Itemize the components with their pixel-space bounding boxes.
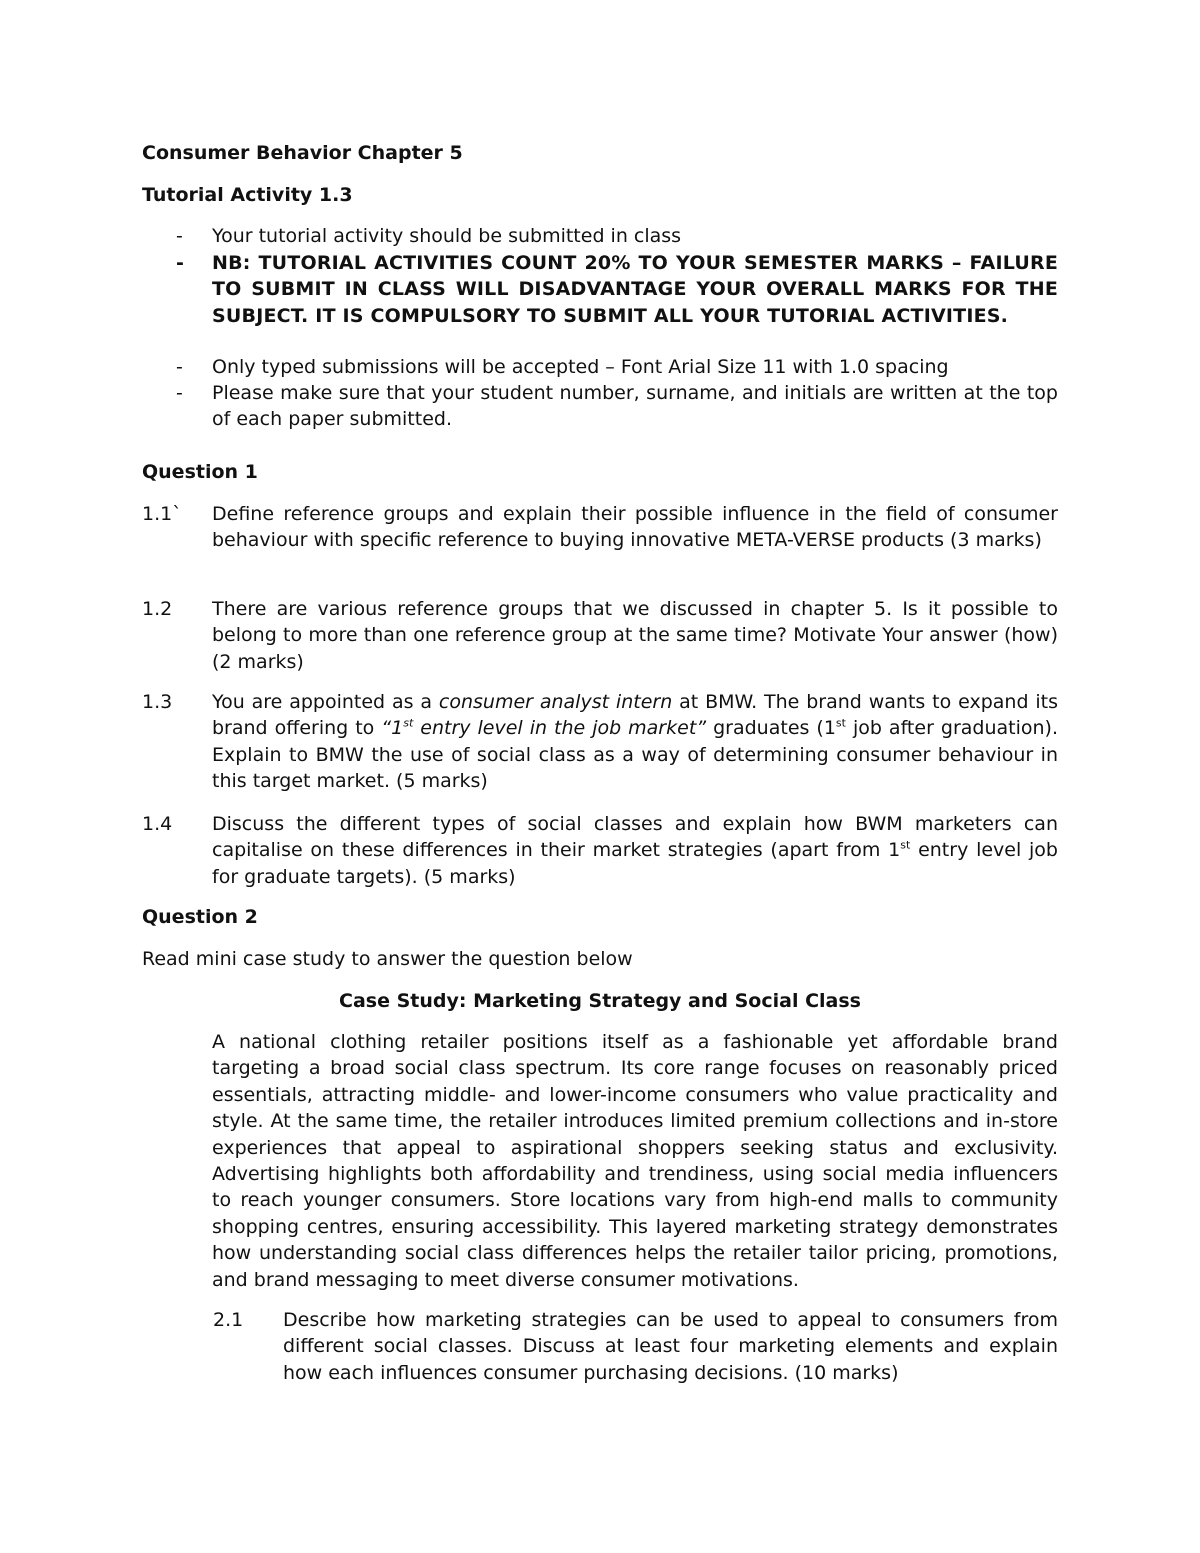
question-text: Describe how marketing strategies can be used to appeal to consumers from different social classes. Discuss at least four marketing elements and explain how each influences consumer purchasing decisions. (10 marks) [283,1309,1058,1384]
question-text: Discuss the different types of social classes and explain how BWM marketers can capitalise on these differences in their market strategies (apart from 1st entry level job for graduate targets). (5 marks) [212,813,1058,888]
case-study-body: A national clothing retailer positions itself as a fashionable yet affordable brand targeting a broad social class spectrum. Its core range focuses on reasonably priced essentials, attracting middle- and lower-income consumers who value practicality and style. At the same time, the retailer introduces limited premium collections and in-store experiences that appeal to aspirational shoppers seeking status and exclusivity. Advertising highlights both affordability and trendiness, using social media influencers to reach younger consumers. Store locations vary from high-end malls to community shopping centres, ensuring accessibility. This layered marketing strategy demonstrates how understanding social class differences helps the retailer tailor pricing, promotions, and brand messaging to meet diverse consumer motivations. [212,1031,1058,1291]
bullet-marker: - [176,382,183,404]
case-intro: Read mini case study to answer the question below [142,948,633,970]
question-number: 1.1` [142,503,182,525]
question-text: You are appointed as a consumer analyst intern at BMW. The brand wants to expand its brand offering to “1st entry level in the job market” graduates (1st job after graduation). Explain to BMW the use of social class as a way of determining consumer behaviour in this target market. (5 marks) [212,691,1059,793]
bullet-marker: - [176,252,184,274]
document-subtitle: Tutorial Activity 1.3 [142,184,353,206]
instruction-item: Your tutorial activity should be submitted in class [212,225,682,247]
question-text: There are various reference groups that we discussed in chapter 5. Is it possible to belong to more than one reference group at the same time? Motivate Your answer (how) (2 marks) [212,598,1058,673]
question-number: 2.1 [213,1309,244,1331]
bullet-marker: - [176,225,183,247]
question-number: 1.3 [142,691,173,713]
question-2-heading: Question 2 [142,906,258,928]
instruction-item: Only typed submissions will be accepted – Font Arial Size 11 with 1.0 spacing [212,356,949,378]
document-title: Consumer Behavior Chapter 5 [142,142,463,164]
question-number: 1.2 [142,598,173,620]
question-1-heading: Question 1 [142,461,258,483]
instruction-item: Please make sure that your student number, surname, and initials are written at the top of each paper submitted. [212,382,1058,431]
instruction-item-important: NB: TUTORIAL ACTIVITIES COUNT 20% TO YOUR SEMESTER MARKS – FAILURE TO SUBMIT IN CLASS WILL DISADVANTAGE YOUR OVERALL MARKS FOR THE SUBJECT. IT IS COMPULSORY TO SUBMIT ALL YOUR TUTORIAL ACTIVITIES. [212,252,1058,327]
bullet-marker: - [176,356,183,378]
question-number: 1.4 [142,813,173,835]
question-text: Define reference groups and explain their possible influence in the field of consumer behaviour with specific reference to buying innovative META-VERSE products (3 marks) [212,503,1058,552]
case-study-title: Case Study: Marketing Strategy and Social Class [339,990,861,1012]
